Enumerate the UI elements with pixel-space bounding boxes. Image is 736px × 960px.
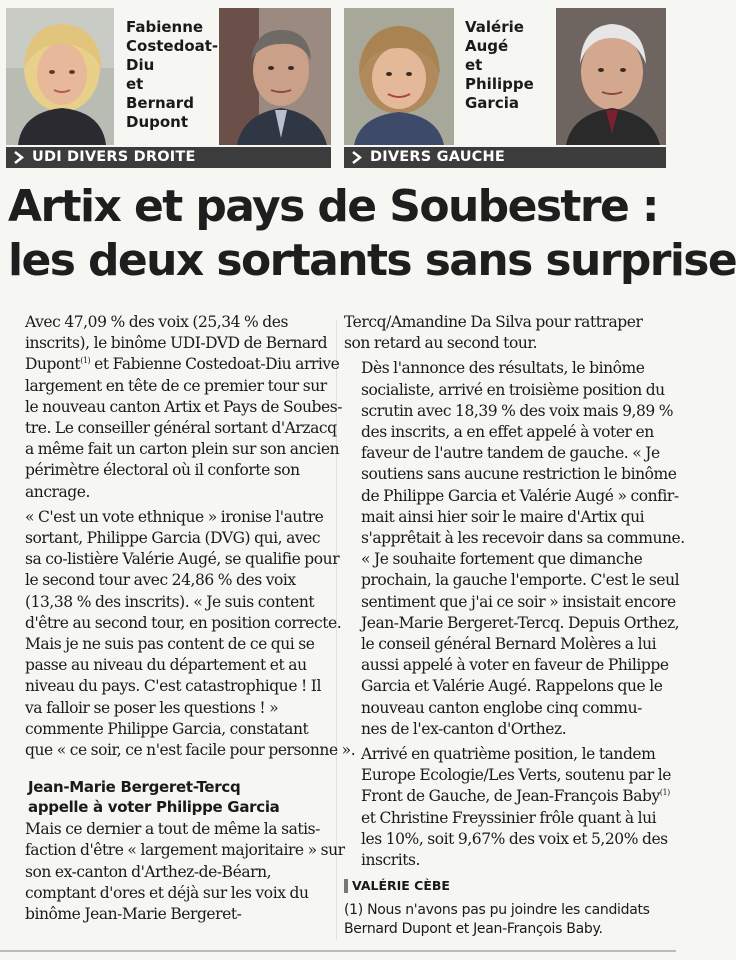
- footnote-text: (1) Nous n'avons pas pu joindre les candidats Bernard Dupont et Jean-François Baby.: [344, 902, 650, 938]
- article-headline: [8, 180, 736, 288]
- candidates-dvg-block: [344, 8, 666, 168]
- author-byline: VALÉRIE CÈBE: [344, 879, 666, 893]
- chevron-right-icon: [12, 151, 25, 164]
- article-column-left: [8, 312, 356, 925]
- article-subheading: Jean-Marie Bergeret-Tercq appelle à voter Philippe Garcia: [28, 778, 280, 817]
- candidate-names-right: Valérie Augé et Philippe Garcia: [465, 18, 534, 112]
- portrait-philippe-garcia: [556, 8, 666, 145]
- paragraph-socialist-support: Dès l'annonce des résultats, le binôme socialiste, arrivé en troisième position du scrutin avec 18,39 % des voix mais 9,89 % des inscrits, a en effet appelé à voter en faveur de l'autre tandem de gauche. « Je soutiens sans aucune restriction le binôme de Philippe Garcia et Valérie Augé » confir- mait ainsi hier soir le maire d'Artix qui s'apprêtait à les recevoir dans sa commune. « Je souhaite fortement que dimanche prochain, la gauche l'emporte. C'est le seul sentiment que j'ai ce soir » insistait encore Jean-Marie Bergeret-Tercq. Depuis Orthez, le conseil général Bernard Molères a lui aussi appelé à voter en faveur de Philippe Garcia et Valérie Augé. Rappelons que le nouveau canton englobe cinq commu- nes de l'ex-canton d'Orthez.: [361, 359, 685, 738]
- party-label-udi: UDI DIVERS DROITE: [6, 147, 331, 168]
- chevron-right-icon: [350, 151, 363, 164]
- article-column-right: [344, 312, 685, 939]
- party-label-dvg: DIVERS GAUCHE: [344, 147, 666, 168]
- paragraph-continued: Tercq/Amandine Da Silva pour rattraper son retard au second tour.: [344, 313, 643, 353]
- photo-portrait-icon: [219, 8, 331, 145]
- bottom-rule: [0, 950, 676, 952]
- candidate-names-left: Fabienne Costedoat- Diu et Bernard Dupont: [126, 18, 219, 131]
- paragraph-ecologists: Arrivé en quatrième position, le tandem Europe Ecologie/Les Verts, soutenu par le Front de Gauche, de Jean-François Baby$^{(1)}$ et Christine Freyssinier frôle quant à lui les 10%, soit 9,67% des voix et 5,20% des inscrits.: [361, 745, 671, 870]
- headline-line-2: les deux sortants sans surprise: [8, 235, 736, 286]
- paragraph-results-udi: Avec 47,09 % des voix (25,34 % des inscrits), le binôme UDI-DVD de Bernard Dupont$^{(1)}$ et Fabienne Costedoat-Diu arrive largement en tête de ce premier tour sur le nouveau canton Artix et Pays de Soubes- tre. Le conseiller général sortant d'Arzacq a même fait un carton plein sur son ancien périmètre électoral où il conforte son ancrage.: [25, 313, 343, 501]
- portrait-costedoat-diu: [6, 8, 114, 145]
- photo-portrait-icon: [556, 8, 666, 145]
- portrait-bernard-dupont: [219, 8, 331, 145]
- portrait-valerie-auge: [344, 8, 454, 145]
- paragraph-majority: Mais ce dernier a tout de même la satis- faction d'être « largement majoritaire » sur son ex-canton d'Arthez-de-Béarn, comptant d'ores et déjà sur les voix du binôme Jean-Marie Bergeret-: [25, 820, 345, 924]
- photo-portrait-icon: [344, 8, 454, 145]
- paragraph-garcia-quote: « C'est un vote ethnique » ironise l'autre sortant, Philippe Garcia (DVG) qui, avec sa co-listière Valérie Augé, se qualifie pour le second tour avec 24,86 % des voix (13,38 % des inscrits). « Je suis content d'être au second tour, en position correcte. Mais je ne suis pas content de ce qui se passe au niveau du département et au niveau du pays. C'est catastrophique ! Il va falloir se poser les questions ! » commente Philippe Garcia, constatant que « ce soir, ce n'est facile pour personne ».: [25, 507, 356, 760]
- headline-line-1: Artix et pays de Soubestre :: [8, 181, 658, 232]
- footnote-marker: (1): [80, 356, 91, 366]
- photo-portrait-icon: [6, 8, 114, 145]
- footnote-marker: (1): [659, 788, 670, 798]
- candidates-udi-block: [6, 8, 331, 168]
